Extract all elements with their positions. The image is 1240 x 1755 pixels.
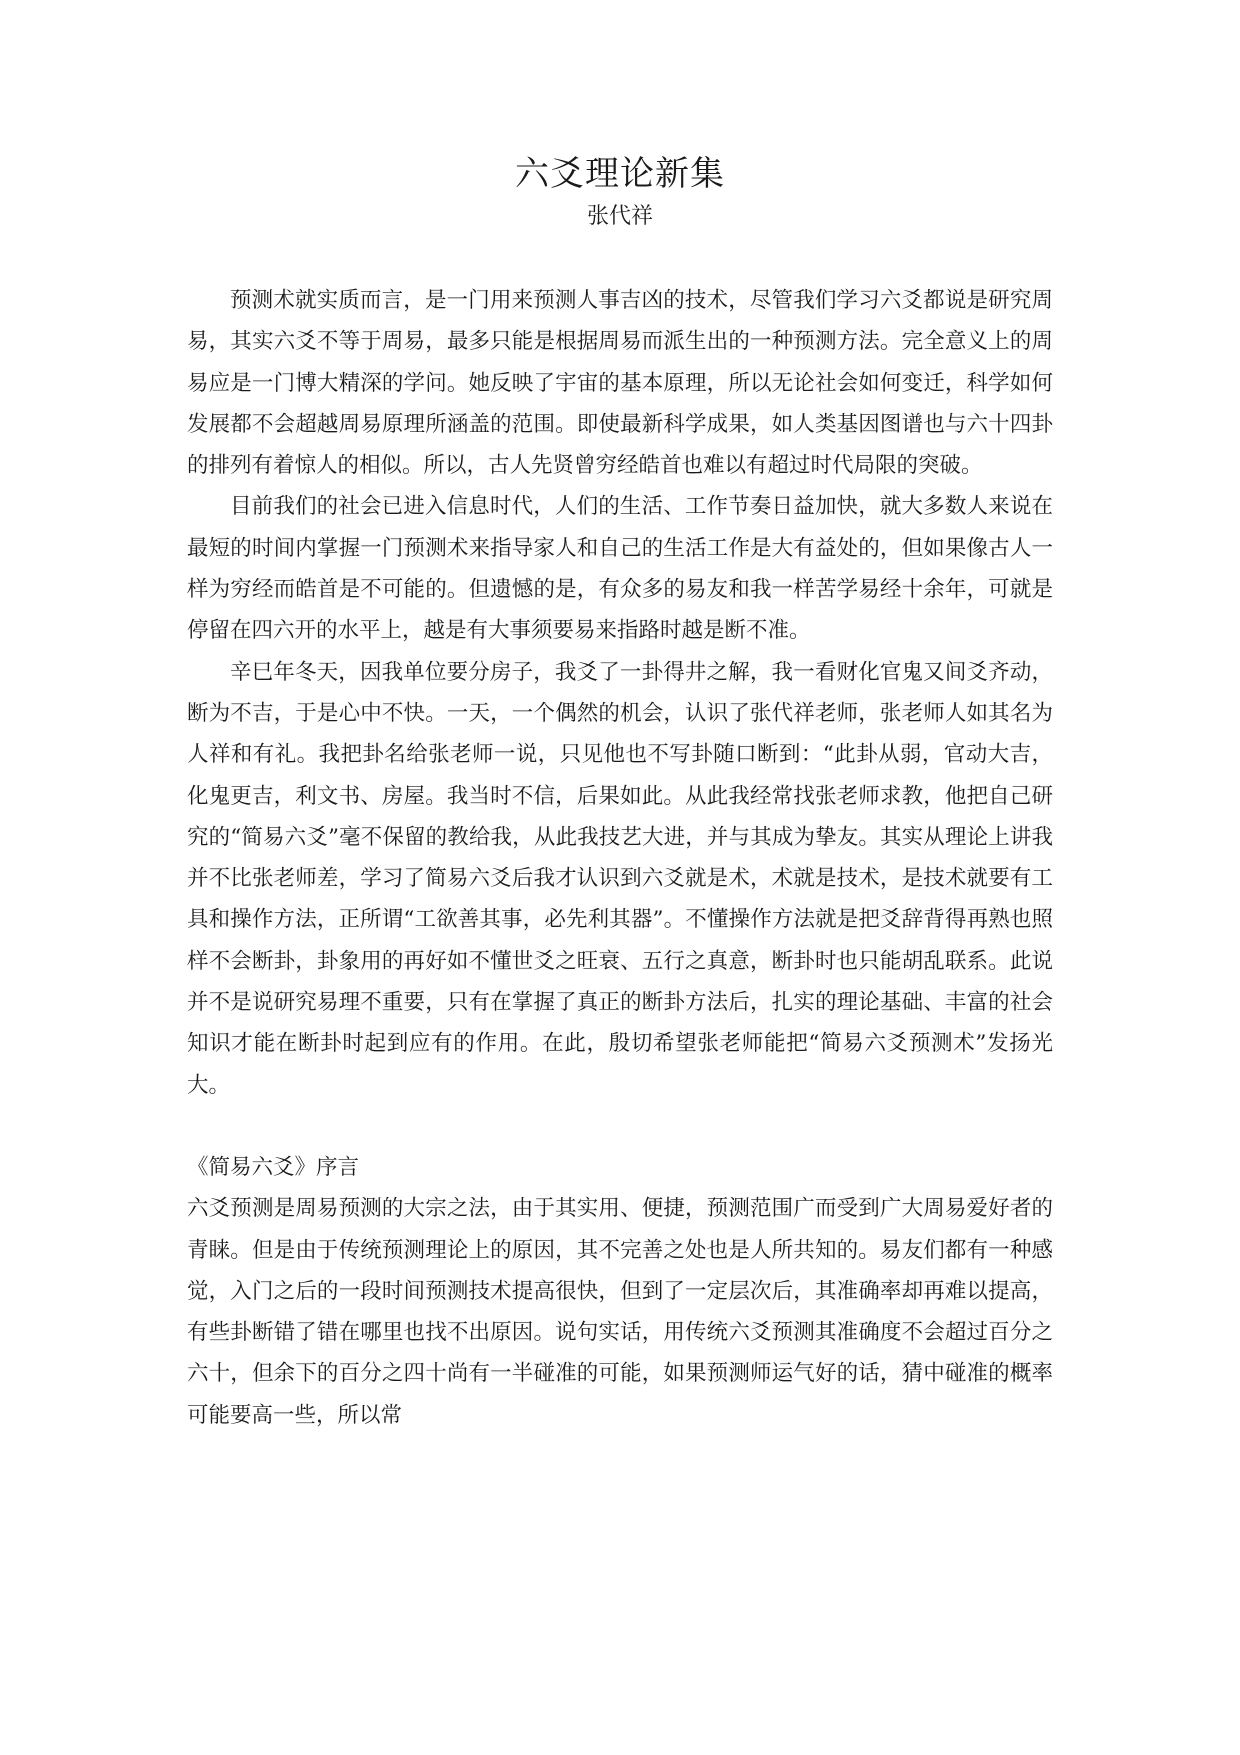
section-title: 《简易六爻》序言 (187, 1154, 360, 1180)
document-title: 六爻理论新集 (515, 154, 725, 194)
paragraph-1: 预测术就实质而言，是一门用来预测人事吉凶的技术，尽管我们学习六爻都说是研究周易，其实六爻不等于周易，最多只能是根据周易而派生出的一种预测方法。完全意义上的周易应是一门博大精深的学问。她反映了宇宙的基本原理，所以无论社会如何变迁，科学如何发展都不会超越周易原理所涵盖的范围。即使最新科学成果，如人类基因图谱也与六十四卦的排列有着惊人的相似。所以，古人先贤曾穷经皓首也难以有超过时代局限的突破。 (187, 288, 1053, 479)
section-paragraph: 六爻预测是周易预测的大宗之法，由于其实用、便捷，预测范围广而受到广大周易爱好者的青睐。但是由于传统预测理论上的原因，其不完善之处也是人所共知的。易友们都有一种感觉，入门之后的一段时间预测技术提高很快，但到了一定层次后，其准确率却再难以提高，有些卦断错了错在哪里也找不出原因。说句实话，用传统六爻预测其准确度不会超过百分之六十，但余下的百分之四十尚有一半碰准的可能，如果预测师运气好的话，猜中碰准的概率可能要高一些，所以常 (187, 1196, 1053, 1428)
paragraph-3: 辛巳年冬天，因我单位要分房子，我爻了一卦得井之解，我一看财化官鬼又间爻齐动，断为不吉，于是心中不快。一天，一个偶然的机会，认识了张代祥老师，张老师人如其名为人祥和有礼。我把卦名给张老师一说，只见他也不写卦随口断到：“此卦从弱，官动大吉，化鬼更吉，利文书、房屋。我当时不信，后果如此。从此我经常找张老师求教，他把自己研究的“简易六爻”毫不保留的教给我，从此我技艺大进，并与其成为挚友。其实从理论上讲我并不比张老师差，学习了简易六爻后我才认识到六爻就是术，术就是技术，是技术就要有工具和操作方法，正所谓“工欲善其事，必先利其器”。不懂操作方法就是把爻辞背得再熟也照样不会断卦，卦象用的再好如不懂世爻之旺衰、五行之真意，断卦时也只能胡乱联系。此说并不是说研究易理不重要，只有在掌握了真正的断卦方法后，扎实的理论基础、丰富的社会知识才能在断卦时起到应有的作用。在此，殷切希望张老师能把“简易六爻预测术”发扬光大。 (187, 659, 1053, 1098)
section-gap (187, 1106, 1053, 1147)
document-author: 张代祥 (586, 204, 653, 229)
document-body (187, 280, 1053, 1436)
document-page (187, 150, 1053, 1436)
paragraph-2: 目前我们的社会已进入信息时代，人们的生活、工作节奏日益加快，就大多数人来说在最短的时间内掌握一门预测术来指导家人和自己的生活工作是大有益处的，但如果像古人一样为穷经而皓首是不可能的。但遗憾的是，有众多的易友和我一样苦学易经十余年，可就是停留在四六开的水平上，越是有大事须要易来指路时越是断不准。 (187, 494, 1053, 644)
